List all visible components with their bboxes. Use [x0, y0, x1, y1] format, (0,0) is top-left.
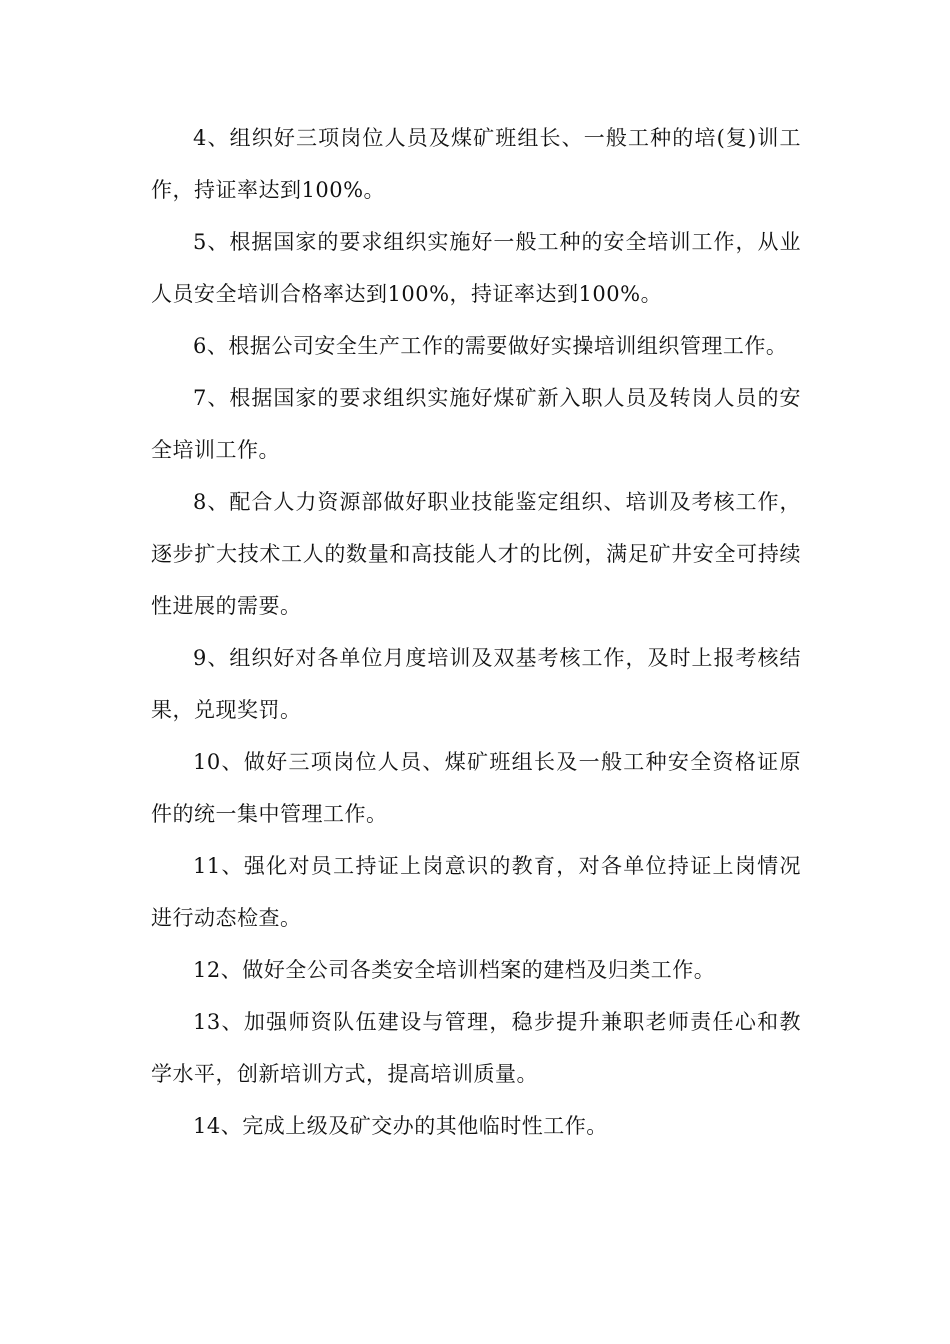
paragraph-item-11: 11、强化对员工持证上岗意识的教育，对各单位持证上岗情况进行动态检查。 [151, 854, 801, 930]
paragraph-item-10: 10、做好三项岗位人员、煤矿班组长及一般工种安全资格证原件的统一集中管理工作。 [151, 750, 801, 826]
paragraph-item-12: 12、做好全公司各类安全培训档案的建档及归类工作。 [193, 958, 716, 982]
paragraph-item-7: 7、根据国家的要求组织实施好煤矿新入职人员及转岗人员的安全培训工作。 [151, 386, 801, 462]
paragraph-item-5: 5、根据国家的要求组织实施好一般工种的安全培训工作，从业人员安全培训合格率达到100%，持证率达到100%。 [151, 230, 801, 306]
paragraph-item-13: 13、加强师资队伍建设与管理，稳步提升兼职老师责任心和教学水平，创新培训方式，提高培训质量。 [151, 1010, 801, 1086]
paragraph-item-8: 8、配合人力资源部做好职业技能鉴定组织、培训及考核工作，逐步扩大技术工人的数量和高技能人才的比例，满足矿井安全可持续性进展的需要。 [151, 490, 801, 618]
document-body [151, 112, 801, 1152]
paragraph-item-4: 4、组织好三项岗位人员及煤矿班组长、一般工种的培(复)训工作，持证率达到100%。 [151, 126, 801, 202]
paragraph-item-9: 9、组织好对各单位月度培训及双基考核工作，及时上报考核结果，兑现奖罚。 [151, 646, 801, 722]
paragraph-item-6: 6、根据公司安全生产工作的需要做好实操培训组织管理工作。 [193, 334, 788, 358]
paragraph-item-14: 14、完成上级及矿交办的其他临时性工作。 [193, 1114, 608, 1138]
